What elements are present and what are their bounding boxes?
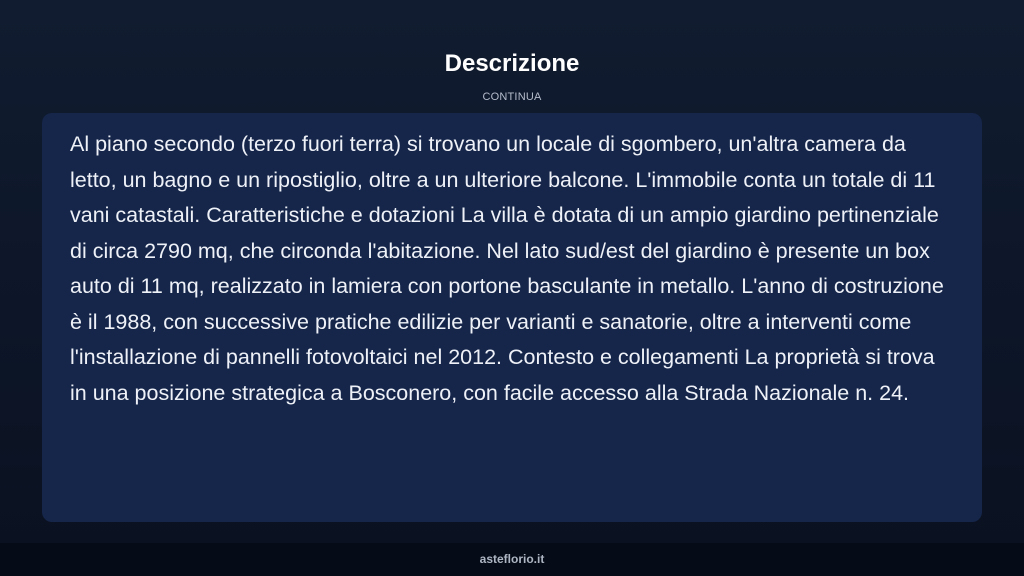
page-subtitle: CONTINUA — [482, 91, 542, 103]
footer — [0, 543, 1024, 576]
description-card — [42, 113, 982, 522]
footer-site-label: asteflorio.it — [479, 552, 545, 566]
page-title: Descrizione — [444, 50, 580, 77]
description-text: Al piano secondo (terzo fuori terra) si trovano un locale di sgombero, un'altra camera da letto, un bagno e un ripostiglio, oltre a un ulteriore balcone. L'immobile conta un totale di 11 vani catastali. Caratteristiche e dotazioni La villa è dotata di un ampio giardino pertinenziale di circa 2790 mq, che circonda l'abitazione. Nel lato sud/est del giardino è presente un box auto di 11 mq, realizzato in lamiera con portone basculante in metallo. L'anno di costruzione è il 1988, con successive pratiche edilizie per varianti e sanatorie, oltre a interventi come l'installazione di pannelli fotovoltaici nel 2012. Contesto e collegamenti La proprietà si trova in una posizione strategica a Bosconero, con facile accesso alla Strada Nazionale n. 24. — [70, 132, 944, 405]
